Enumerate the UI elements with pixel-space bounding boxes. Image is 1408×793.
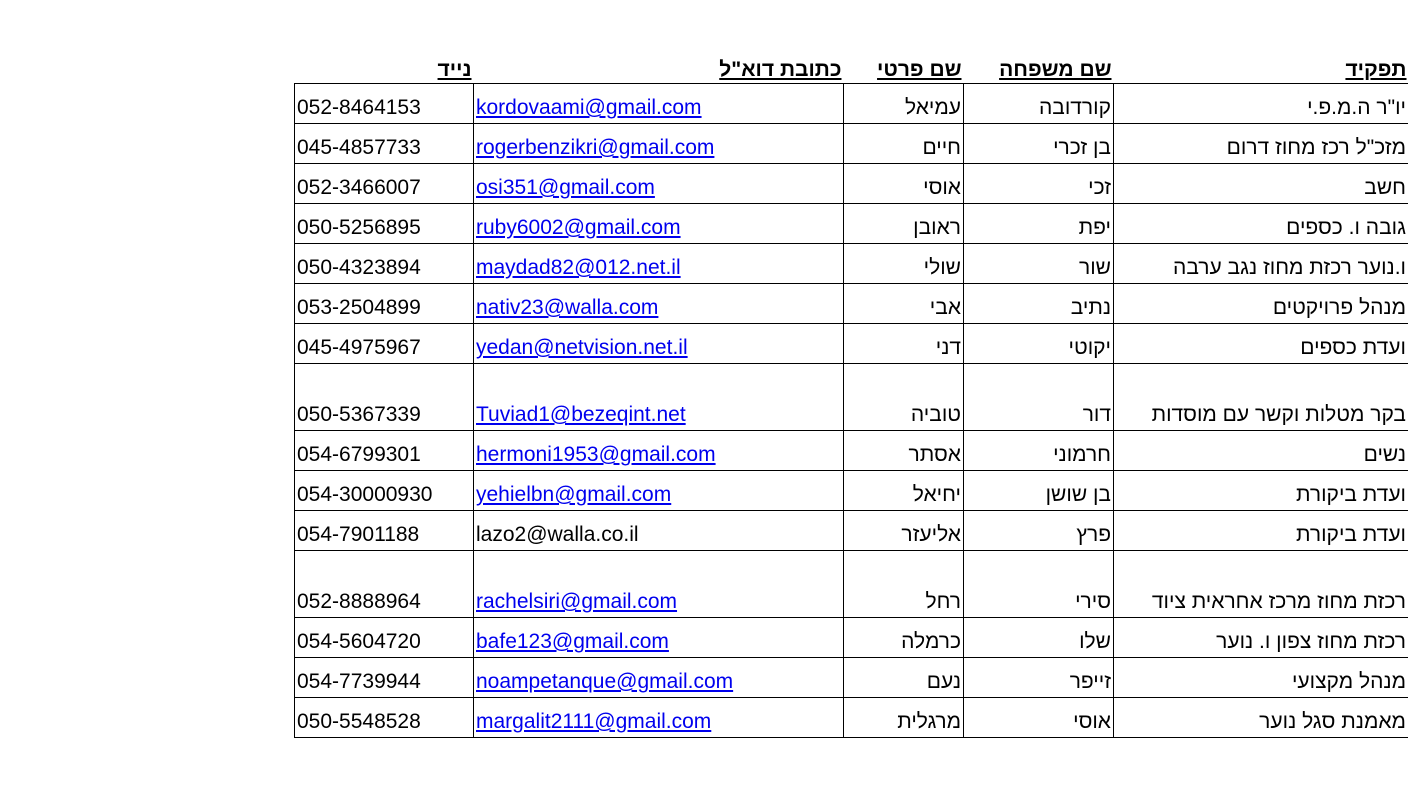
header-first-name: שם פרטי [877, 58, 962, 81]
cell-first-name: אסתר [844, 431, 964, 471]
cell-role: יו"ר ה.מ.פ.י [1114, 84, 1408, 124]
cell-last-name: בן זכרי [964, 124, 1114, 164]
cell-role: נשים [1114, 431, 1408, 471]
cell-last-name: זייפר [964, 658, 1114, 698]
cell-mobile: 050-5256895 [295, 204, 474, 244]
table-row [295, 698, 1408, 738]
cell-last-name: סירי [964, 551, 1114, 618]
cell-first-name: אבי [844, 284, 964, 324]
email-link[interactable]: noampetanque@gmail.com [476, 670, 734, 693]
table-body [295, 84, 1408, 738]
cell-mobile: 050-5367339 [295, 364, 474, 431]
email-link[interactable]: margalit2111@gmail.com [476, 710, 712, 733]
cell-mobile: 052-3466007 [295, 164, 474, 204]
cell-email [474, 471, 844, 511]
table-row [295, 551, 1408, 618]
cell-first-name: כרמלה [844, 618, 964, 658]
table-row [295, 204, 1408, 244]
table-row [295, 284, 1408, 324]
cell-last-name: זכי [964, 164, 1114, 204]
cell-last-name: יקוטי [964, 324, 1114, 364]
cell-first-name: ראובן [844, 204, 964, 244]
cell-first-name: נעם [844, 658, 964, 698]
cell-last-name: חרמוני [964, 431, 1114, 471]
cell-email [474, 324, 844, 364]
cell-email [474, 84, 844, 124]
cell-role: גובה ו. כספים [1114, 204, 1408, 244]
table-row [295, 431, 1408, 471]
cell-email [474, 658, 844, 698]
email-link[interactable]: nativ23@walla.com [476, 296, 659, 319]
email-text: lazo2@walla.co.il [476, 523, 639, 546]
email-link[interactable]: rachelsiri@gmail.com [476, 590, 678, 613]
cell-last-name: דור [964, 364, 1114, 431]
cell-email [474, 551, 844, 618]
cell-last-name: שלו [964, 618, 1114, 658]
cell-last-name: אוסי [964, 698, 1114, 738]
cell-email [474, 618, 844, 658]
cell-role: בקר מטלות וקשר עם מוסדות [1114, 364, 1408, 431]
table-row [295, 324, 1408, 364]
cell-email [474, 204, 844, 244]
cell-email [474, 511, 844, 551]
cell-last-name: בן שושן [964, 471, 1114, 511]
cell-mobile: 054-30000930 [295, 471, 474, 511]
cell-last-name: יפת [964, 204, 1114, 244]
cell-email [474, 284, 844, 324]
email-link[interactable]: Tuviad1@bezeqint.net [476, 403, 686, 426]
contacts-table [294, 55, 1408, 738]
cell-last-name: פרץ [964, 511, 1114, 551]
cell-role: ועדת ביקורת [1114, 511, 1408, 551]
cell-first-name: חיים [844, 124, 964, 164]
cell-role: מנהל מקצועי [1114, 658, 1408, 698]
cell-role: חשב [1114, 164, 1408, 204]
cell-first-name: אליעזר [844, 511, 964, 551]
cell-email [474, 244, 844, 284]
email-link[interactable]: osi351@gmail.com [476, 176, 655, 199]
cell-role: מנהל פרויקטים [1114, 284, 1408, 324]
cell-mobile: 050-4323894 [295, 244, 474, 284]
cell-mobile: 050-5548528 [295, 698, 474, 738]
cell-role: מאמנת סגל נוער [1114, 698, 1408, 738]
cell-first-name: שולי [844, 244, 964, 284]
header-last-name: שם משפחה [999, 58, 1112, 81]
table-row [295, 364, 1408, 431]
email-link[interactable]: rogerbenzikri@gmail.com [476, 136, 715, 159]
table-row [295, 244, 1408, 284]
cell-first-name: יחיאל [844, 471, 964, 511]
cell-email [474, 364, 844, 431]
cell-first-name: מרגלית [844, 698, 964, 738]
cell-mobile: 052-8888964 [295, 551, 474, 618]
cell-mobile: 045-4975967 [295, 324, 474, 364]
cell-role: רכזת מחוז מרכז אחראית ציוד [1114, 551, 1408, 618]
cell-role: ועדת ביקורת [1114, 471, 1408, 511]
cell-role: מזכ"ל רכז מחוז דרום [1114, 124, 1408, 164]
cell-email [474, 164, 844, 204]
cell-mobile: 054-7739944 [295, 658, 474, 698]
cell-role: רכזת מחוז צפון ו. נוער [1114, 618, 1408, 658]
table-row [295, 164, 1408, 204]
email-link[interactable]: bafe123@gmail.com [476, 630, 669, 653]
cell-mobile: 054-7901188 [295, 511, 474, 551]
cell-mobile: 052-8464153 [295, 84, 474, 124]
table-row [295, 84, 1408, 124]
cell-first-name: רחל [844, 551, 964, 618]
cell-role: ו.נוער רכזת מחוז נגב ערבה [1114, 244, 1408, 284]
email-link[interactable]: yehielbn@gmail.com [476, 483, 672, 506]
cell-email [474, 698, 844, 738]
table-row [295, 511, 1408, 551]
email-link[interactable]: kordovaami@gmail.com [476, 96, 702, 119]
table-row [295, 658, 1408, 698]
cell-first-name: טוביה [844, 364, 964, 431]
cell-email [474, 124, 844, 164]
header-role: תפקיד [1345, 58, 1407, 81]
cell-mobile: 045-4857733 [295, 124, 474, 164]
header-email: כתובת דוא"ל [719, 58, 842, 81]
table-row [295, 471, 1408, 511]
cell-mobile: 053-2504899 [295, 284, 474, 324]
cell-last-name: קורדובה [964, 84, 1114, 124]
header-mobile: נייד [437, 58, 472, 81]
cell-last-name: נתיב [964, 284, 1114, 324]
email-link[interactable]: yedan@netvision.net.il [476, 336, 688, 359]
cell-first-name: עמיאל [844, 84, 964, 124]
cell-email [474, 431, 844, 471]
cell-first-name: אוסי [844, 164, 964, 204]
cell-last-name: שור [964, 244, 1114, 284]
cell-mobile: 054-5604720 [295, 618, 474, 658]
cell-mobile: 054-6799301 [295, 431, 474, 471]
table-row [295, 618, 1408, 658]
cell-first-name: דני [844, 324, 964, 364]
cell-role: ועדת כספים [1114, 324, 1408, 364]
email-link[interactable]: maydad82@012.net.il [476, 256, 681, 279]
contact-sheet [294, 55, 1408, 738]
email-link[interactable]: hermoni1953@gmail.com [476, 443, 716, 466]
header-row [295, 55, 1408, 84]
table-row [295, 124, 1408, 164]
email-link[interactable]: ruby6002@gmail.com [476, 216, 681, 239]
